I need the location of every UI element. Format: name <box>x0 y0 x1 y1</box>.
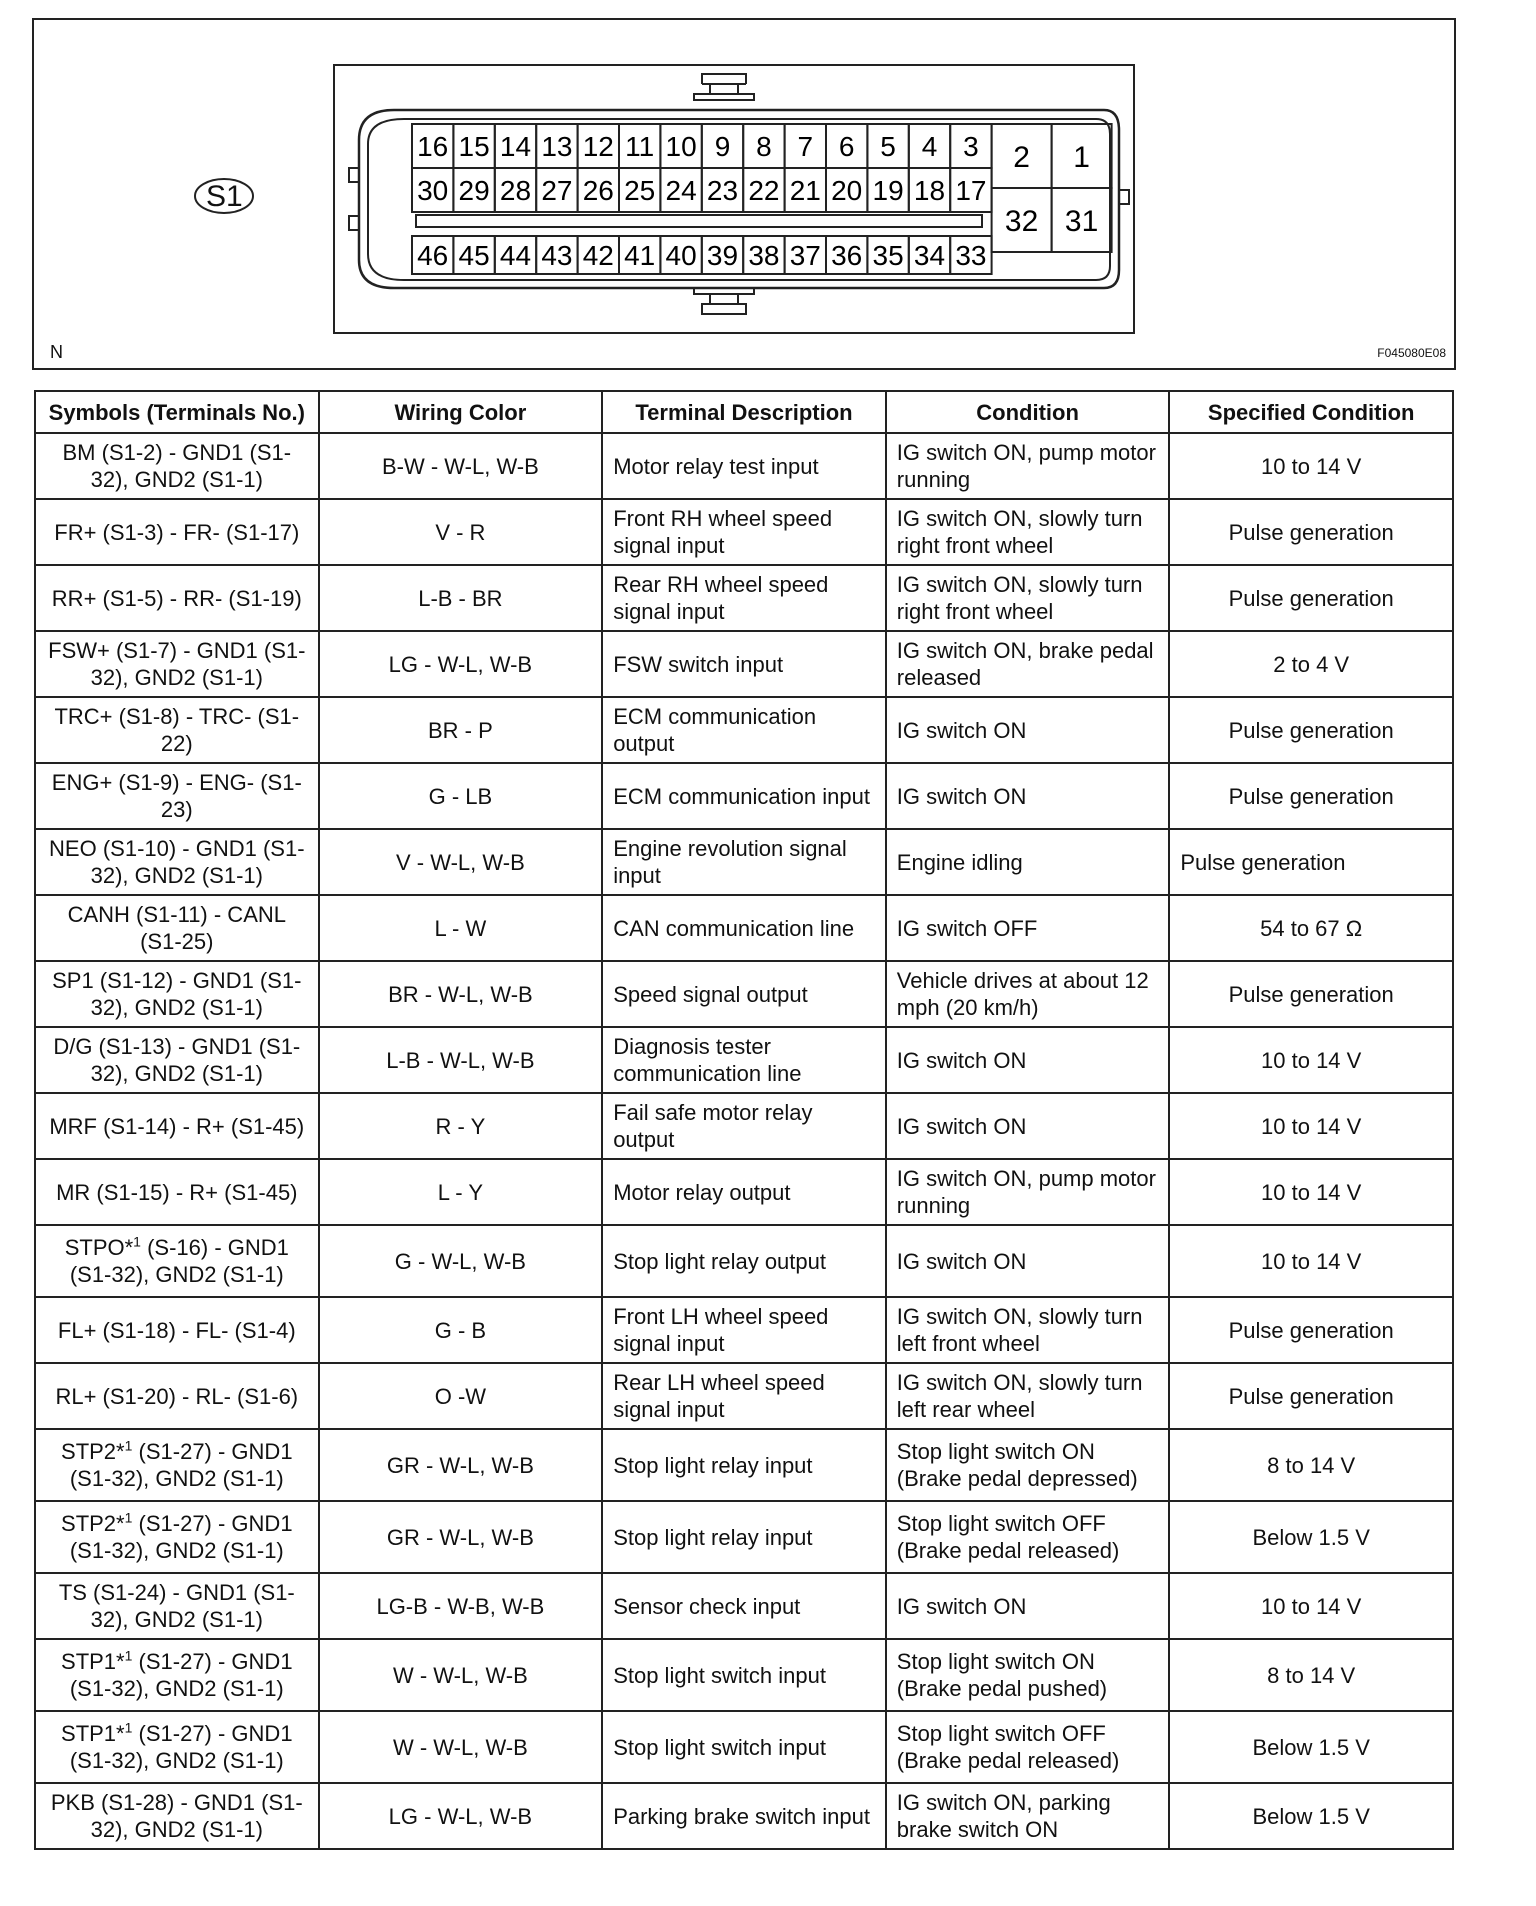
table-row <box>35 1573 1453 1639</box>
symbol-text: SP1 (S1-12) - GND1 (S1-32), GND2 (S1-1) <box>52 968 302 1020</box>
pin-18: 18 <box>913 175 946 207</box>
pin-31: 31 <box>1064 204 1099 238</box>
terminal-spec-table <box>34 390 1454 1850</box>
cell-specified-condition: Pulse generation <box>1169 829 1453 895</box>
footnote-marker: 1 <box>133 1233 141 1250</box>
cell-specified-condition: 10 to 14 V <box>1169 1573 1453 1639</box>
symbol-text: PKB (S1-28) - GND1 (S1-32), GND2 (S1-1) <box>50 1790 303 1842</box>
table-row <box>35 433 1453 499</box>
table-row <box>35 1159 1453 1225</box>
symbol-terminals: (S1-27) - GND1 (S1-32), GND2 (S1-1) <box>69 1721 293 1773</box>
pin-21: 21 <box>789 175 821 207</box>
pin-3: 3 <box>963 131 979 163</box>
cell-condition: IG switch ON, slowly turn right front wheel <box>886 499 1170 565</box>
symbol-text: MR (S1-15) - R+ (S1-45) <box>56 1179 298 1205</box>
symbol-text: FL+ (S1-18) - FL- (S1-4) <box>57 1317 296 1343</box>
cell-symbols <box>35 1783 319 1849</box>
cell-wiring-color: W - W-L, W-B <box>319 1711 603 1783</box>
symbol-text: CANH (S1-11) - CANL (S1-25) <box>67 902 286 954</box>
cell-terminal-description: Stop light relay output <box>602 1225 886 1297</box>
pin-41: 41 <box>624 240 656 272</box>
cell-condition: Stop light switch ON (Brake pedal pushed) <box>886 1639 1170 1711</box>
left-tab-1 <box>349 168 359 182</box>
pin-30: 30 <box>417 175 449 207</box>
table-row <box>35 1297 1453 1363</box>
cell-specified-condition: Pulse generation <box>1169 565 1453 631</box>
table-row <box>35 1501 1453 1573</box>
left-tab-2 <box>349 216 359 230</box>
cell-terminal-description: Parking brake switch input <box>602 1783 886 1849</box>
cell-specified-condition: 2 to 4 V <box>1169 631 1453 697</box>
cell-terminal-description: Motor relay test input <box>602 433 886 499</box>
pin-7: 7 <box>797 131 814 163</box>
symbol-text: RR+ (S1-5) - RR- (S1-19) <box>51 585 302 611</box>
table-row <box>35 1639 1453 1711</box>
cell-condition: IG switch ON, slowly turn left rear wheel <box>886 1363 1170 1429</box>
pin-19: 19 <box>872 175 904 207</box>
symbol-name: STP2* <box>61 1439 125 1464</box>
pin-22: 22 <box>748 175 780 207</box>
cell-specified-condition: 10 to 14 V <box>1169 433 1453 499</box>
cell-terminal-description: Rear RH wheel speed signal input <box>602 565 886 631</box>
cell-condition: IG switch ON, brake pedal released <box>886 631 1170 697</box>
cell-terminal-description: Rear LH wheel speed signal input <box>602 1363 886 1429</box>
cell-condition: IG switch ON, pump motor running <box>886 433 1170 499</box>
cell-terminal-description: Sensor check input <box>602 1573 886 1639</box>
cell-condition: IG switch ON <box>886 1027 1170 1093</box>
cell-symbols <box>35 697 319 763</box>
connector-figure <box>32 18 1456 370</box>
cell-terminal-description: Stop light relay input <box>602 1429 886 1501</box>
cell-specified-condition: 10 to 14 V <box>1169 1159 1453 1225</box>
cell-terminal-description: Stop light relay input <box>602 1501 886 1573</box>
symbol-text: FR+ (S1-3) - FR- (S1-17) <box>54 519 300 545</box>
table-row <box>35 1711 1453 1783</box>
corner-label: N <box>50 342 63 362</box>
cell-wiring-color: BR - W-L, W-B <box>319 961 603 1027</box>
pin-2: 2 <box>1013 140 1030 174</box>
cell-condition: IG switch ON, slowly turn left front wheel <box>886 1297 1170 1363</box>
pin-13: 13 <box>541 131 573 163</box>
cell-specified-condition: Below 1.5 V <box>1169 1711 1453 1783</box>
cell-specified-condition: 10 to 14 V <box>1169 1093 1453 1159</box>
header-symbols: Symbols (Terminals No.) <box>35 391 319 433</box>
cell-terminal-description: Stop light switch input <box>602 1711 886 1783</box>
pin-9: 9 <box>714 131 731 163</box>
pin-29: 29 <box>458 175 490 207</box>
symbol-terminals: (S1-27) - GND1 (S1-32), GND2 (S1-1) <box>69 1511 293 1563</box>
cell-wiring-color: LG-B - W-B, W-B <box>319 1573 603 1639</box>
cell-wiring-color: LG - W-L, W-B <box>319 1783 603 1849</box>
cell-wiring-color: GR - W-L, W-B <box>319 1501 603 1573</box>
cell-condition: IG switch OFF <box>886 895 1170 961</box>
pin-25: 25 <box>624 175 656 207</box>
cell-terminal-description: ECM communication input <box>602 763 886 829</box>
cell-terminal-description: Front LH wheel speed signal input <box>602 1297 886 1363</box>
table-row <box>35 1363 1453 1429</box>
cell-condition: IG switch ON <box>886 1225 1170 1297</box>
cell-condition: Stop light switch OFF (Brake pedal released) <box>886 1711 1170 1783</box>
cell-wiring-color: L-B - BR <box>319 565 603 631</box>
cell-specified-condition: 10 to 14 V <box>1169 1225 1453 1297</box>
cell-wiring-color: O -W <box>319 1363 603 1429</box>
cell-wiring-color: W - W-L, W-B <box>319 1639 603 1711</box>
pin-20: 20 <box>831 175 863 207</box>
cell-wiring-color: G - B <box>319 1297 603 1363</box>
cell-specified-condition: Pulse generation <box>1169 499 1453 565</box>
cell-symbols <box>35 1639 319 1711</box>
cell-terminal-description: Diagnosis tester communication line <box>602 1027 886 1093</box>
pin-1: 1 <box>1073 140 1090 174</box>
cell-condition: Vehicle drives at about 12 mph (20 km/h) <box>886 961 1170 1027</box>
cell-specified-condition: Pulse generation <box>1169 697 1453 763</box>
figure-code: F045080E08 <box>1377 346 1446 360</box>
pin-5: 5 <box>880 131 896 163</box>
cell-symbols <box>35 895 319 961</box>
cell-terminal-description: Front RH wheel speed signal input <box>602 499 886 565</box>
table-row <box>35 1225 1453 1297</box>
cell-specified-condition: Pulse generation <box>1169 763 1453 829</box>
cell-symbols <box>35 829 319 895</box>
cell-terminal-description: Motor relay output <box>602 1159 886 1225</box>
symbol-text: ENG+ (S1-9) - ENG- (S1-23) <box>51 770 302 822</box>
pin-40: 40 <box>665 240 697 272</box>
cell-symbols <box>35 433 319 499</box>
pin-11: 11 <box>625 131 655 163</box>
pin-39: 39 <box>706 240 739 272</box>
cell-wiring-color: G - LB <box>319 763 603 829</box>
symbol-name: STP2* <box>61 1511 125 1536</box>
cell-symbols <box>35 1363 319 1429</box>
pin-12: 12 <box>582 131 614 163</box>
slot-bar <box>416 215 982 227</box>
footnote-marker: 1 <box>124 1647 133 1664</box>
cell-symbols <box>35 1501 319 1573</box>
table-row <box>35 763 1453 829</box>
cell-specified-condition: Below 1.5 V <box>1169 1783 1453 1849</box>
cell-specified-condition: 8 to 14 V <box>1169 1429 1453 1501</box>
cell-wiring-color: L-B - W-L, W-B <box>319 1027 603 1093</box>
pin-15: 15 <box>458 131 490 163</box>
symbol-name: STP1* <box>61 1721 125 1746</box>
table-row <box>35 895 1453 961</box>
cell-wiring-color: BR - P <box>319 697 603 763</box>
cell-symbols <box>35 1429 319 1501</box>
pin-24: 24 <box>665 175 697 207</box>
cell-specified-condition: 54 to 67 Ω <box>1169 895 1453 961</box>
footnote-marker: 1 <box>124 1719 133 1736</box>
cell-condition: IG switch ON, slowly turn right front wheel <box>886 565 1170 631</box>
pin-44: 44 <box>499 240 532 272</box>
cell-wiring-color: V - R <box>319 499 603 565</box>
pin-17: 17 <box>955 175 987 207</box>
pin-46: 46 <box>417 240 449 272</box>
symbol-text: NEO (S1-10) - GND1 (S1-32), GND2 (S1-1) <box>49 836 305 888</box>
cell-condition: Stop light switch OFF (Brake pedal released) <box>886 1501 1170 1573</box>
pin-32: 32 <box>1004 204 1039 238</box>
pin-36: 36 <box>831 240 863 272</box>
pin-43: 43 <box>541 240 573 272</box>
cell-wiring-color: LG - W-L, W-B <box>319 631 603 697</box>
pin-8: 8 <box>756 131 772 163</box>
cell-symbols <box>35 631 319 697</box>
symbol-text: D/G (S1-13) - GND1 (S1-32), GND2 (S1-1) <box>53 1034 301 1086</box>
header-terminal-description: Terminal Description <box>602 391 886 433</box>
table-row <box>35 1783 1453 1849</box>
cell-specified-condition: Pulse generation <box>1169 961 1453 1027</box>
table-row <box>35 829 1453 895</box>
cell-symbols <box>35 1027 319 1093</box>
pin-38: 38 <box>748 240 780 272</box>
symbol-text: RL+ (S1-20) - RL- (S1-6) <box>55 1383 299 1409</box>
cell-condition: IG switch ON <box>886 1093 1170 1159</box>
cell-wiring-color: GR - W-L, W-B <box>319 1429 603 1501</box>
bottom-latch <box>694 288 754 314</box>
connector-label: S1 <box>198 180 235 214</box>
pin-42: 42 <box>582 240 614 272</box>
cell-condition: IG switch ON <box>886 697 1170 763</box>
table-row <box>35 1093 1453 1159</box>
cell-wiring-color: B-W - W-L, W-B <box>319 433 603 499</box>
symbol-text: TRC+ (S1-8) - TRC- (S1-22) <box>54 704 300 756</box>
pin-28: 28 <box>499 175 532 207</box>
table-header-row <box>35 391 1453 433</box>
cell-terminal-description: ECM communication output <box>602 697 886 763</box>
footnote-marker: 1 <box>124 1509 133 1526</box>
cell-terminal-description: Speed signal output <box>602 961 886 1027</box>
cell-symbols <box>35 1093 319 1159</box>
cell-terminal-description: Stop light switch input <box>602 1639 886 1711</box>
cell-wiring-color: R - Y <box>319 1093 603 1159</box>
symbol-text: TS (S1-24) - GND1 (S1-32), GND2 (S1-1) <box>58 1580 295 1632</box>
cell-condition: IG switch ON <box>886 1573 1170 1639</box>
cell-terminal-description: CAN communication line <box>602 895 886 961</box>
top-latch <box>694 74 754 100</box>
cell-symbols <box>35 1573 319 1639</box>
cell-specified-condition: Pulse generation <box>1169 1363 1453 1429</box>
cell-wiring-color: L - Y <box>319 1159 603 1225</box>
symbol-name: STPO* <box>64 1235 134 1260</box>
pin-33: 33 <box>955 240 987 272</box>
footnote-marker: 1 <box>124 1437 133 1454</box>
pin-23: 23 <box>706 175 739 207</box>
cell-condition: Engine idling <box>886 829 1170 895</box>
symbol-terminals: (S-16) - GND1 (S1-32), GND2 (S1-1) <box>69 1235 289 1287</box>
cell-wiring-color: L - W <box>319 895 603 961</box>
pin-14: 14 <box>499 131 532 163</box>
symbol-text: MRF (S1-14) - R+ (S1-45) <box>49 1113 305 1139</box>
cell-specified-condition: Pulse generation <box>1169 1297 1453 1363</box>
header-condition: Condition <box>886 391 1170 433</box>
pin-16: 16 <box>417 131 449 163</box>
cell-symbols <box>35 763 319 829</box>
cell-symbols <box>35 499 319 565</box>
cell-wiring-color: V - W-L, W-B <box>319 829 603 895</box>
right-tab <box>1119 190 1129 204</box>
pin-35: 35 <box>872 240 904 272</box>
symbol-terminals: (S1-27) - GND1 (S1-32), GND2 (S1-1) <box>69 1649 293 1701</box>
symbol-name: STP1* <box>61 1649 125 1674</box>
symbol-text: BM (S1-2) - GND1 (S1-32), GND2 (S1-1) <box>62 440 292 492</box>
cell-specified-condition: 8 to 14 V <box>1169 1639 1453 1711</box>
pin-37: 37 <box>789 240 821 272</box>
pin-45: 45 <box>458 240 490 272</box>
cell-terminal-description: Fail safe motor relay output <box>602 1093 886 1159</box>
symbol-terminals: (S1-27) - GND1 (S1-32), GND2 (S1-1) <box>69 1439 293 1491</box>
table-row <box>35 1429 1453 1501</box>
cell-condition: IG switch ON, pump motor running <box>886 1159 1170 1225</box>
cell-wiring-color: G - W-L, W-B <box>319 1225 603 1297</box>
cell-symbols <box>35 1159 319 1225</box>
cell-symbols <box>35 1711 319 1783</box>
cell-condition: IG switch ON <box>886 763 1170 829</box>
table-row <box>35 1027 1453 1093</box>
table-row <box>35 961 1453 1027</box>
table-row <box>35 697 1453 763</box>
symbol-text: FSW+ (S1-7) - GND1 (S1-32), GND2 (S1-1) <box>48 638 306 690</box>
cell-condition: Stop light switch ON (Brake pedal depressed) <box>886 1429 1170 1501</box>
header-specified-condition: Specified Condition <box>1169 391 1453 433</box>
cell-symbols <box>35 565 319 631</box>
table-row <box>35 565 1453 631</box>
table-row <box>35 631 1453 697</box>
cell-symbols <box>35 1297 319 1363</box>
pin-6: 6 <box>838 131 855 163</box>
pin-26: 26 <box>582 175 614 207</box>
cell-terminal-description: Engine revolution signal input <box>602 829 886 895</box>
cell-condition: IG switch ON, parking brake switch ON <box>886 1783 1170 1849</box>
pin-27: 27 <box>541 175 573 207</box>
table-row <box>35 499 1453 565</box>
cell-symbols <box>35 961 319 1027</box>
pin-34: 34 <box>913 240 946 272</box>
header-wiring-color: Wiring Color <box>319 391 603 433</box>
cell-terminal-description: FSW switch input <box>602 631 886 697</box>
cell-specified-condition: 10 to 14 V <box>1169 1027 1453 1093</box>
cell-specified-condition: Below 1.5 V <box>1169 1501 1453 1573</box>
cell-symbols <box>35 1225 319 1297</box>
pin-4: 4 <box>921 131 938 163</box>
pin-10: 10 <box>665 131 697 163</box>
